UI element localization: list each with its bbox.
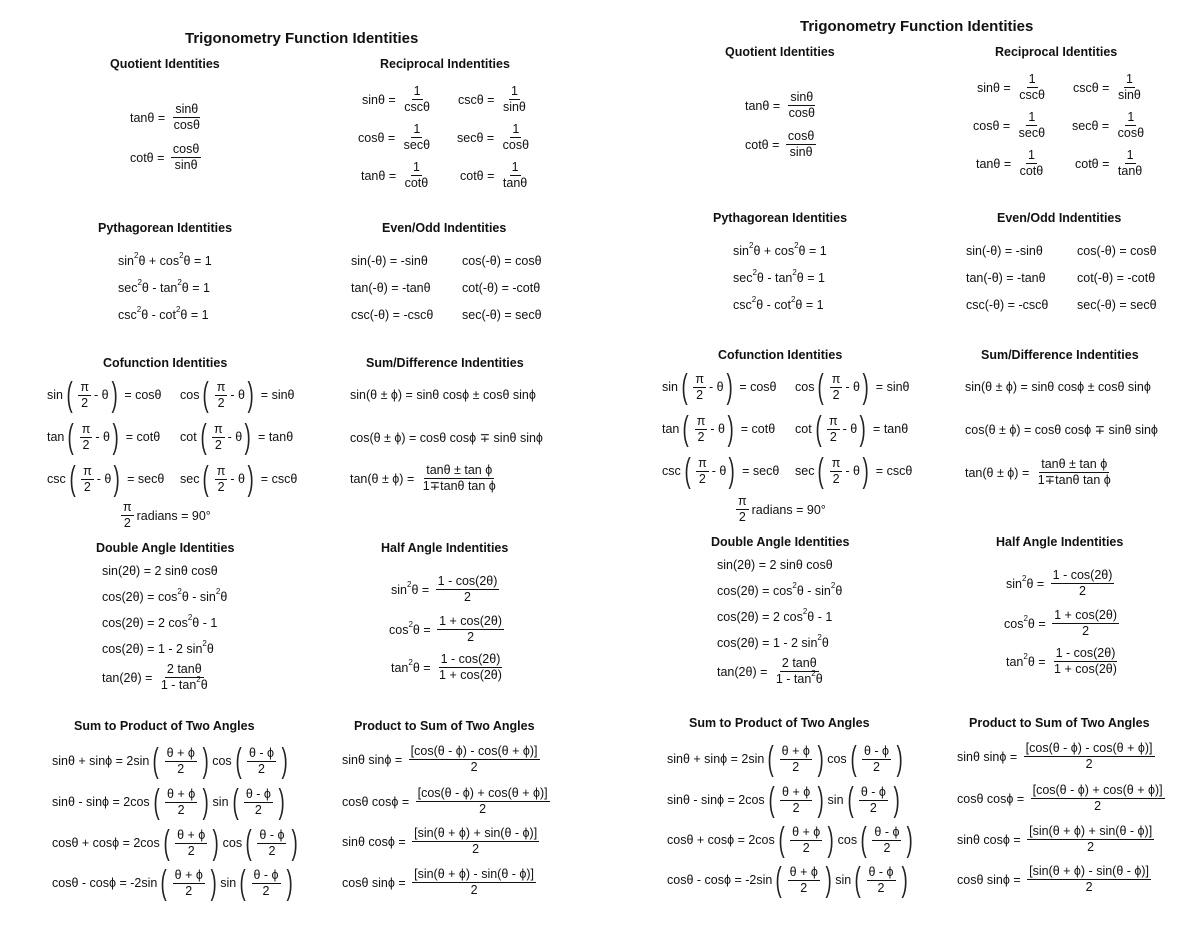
sumprod-identity: sinθ - sinϕ = 2cos ( θ + ϕ 2 ) sin ( θ - ϕ 2 ) [52,783,285,821]
double-identity: tan(2θ) = $\frac{2 \tan\theta}{1 - \tan^2\theta}$ [102,662,208,692]
sumprod-identity: sinθ + sinϕ = 2sin ( θ + ϕ 2 ) cos ( θ - ϕ 2 ) [667,740,903,778]
evenodd-identity: sin(-θ) = -sinθ [966,244,1043,258]
sumprod-identity: cosθ + cosϕ = 2cos ( θ + ϕ 2 ) cos ( θ - ϕ 2 ) [667,821,914,859]
reciprocal-identity: cotθ = $\frac{1}{\tan\theta}$ [460,160,528,190]
prodsum-heading: Product to Sum of Two Angles [969,716,1150,730]
sumdiff-identity: sin(θ ± ϕ) = sinθ cosϕ ± cosθ sinϕ [965,380,1151,394]
pythagorean-heading: Pythagorean Identities [713,211,848,225]
cofunction-identity: tan ( π 2 - θ ) = cotθ [662,410,776,448]
prodsum-identity: sinθ cosϕ = $\frac{[\sin(\theta + \phi) + \sin(\theta - \phi)]}{2}$ [957,824,1153,854]
reciprocal-identity: tanθ = $\frac{1}{\cot\theta}$ [976,148,1044,178]
half-identity: $\cos^2\theta$ = $\frac{1 + \cos(2\theta)}{2}$ [1004,608,1117,638]
pythagorean-identity: $\sec^2\theta - \tan^2\theta$ = 1 [733,268,825,285]
evenodd-identity: sec(-θ) = secθ [1077,298,1157,312]
prodsum-identity: sinθ sinϕ = $\frac{[\cos(\theta - \phi) - \cos(\theta + \phi)]}{2}$ [342,744,538,774]
prodsum-identity: cosθ sinϕ = $\frac{[\sin(\theta + \phi) - \sin(\theta - \phi)]}{2}$ [957,864,1150,894]
half-identity: $\tan^2\theta$ = $\frac{1 - \cos(2\theta)}{1 + \cos(2\theta)}$ [391,652,502,682]
sumdiff-identity: tan(θ ± ϕ) = $\frac{\text{tanθ ± tan ϕ}}{\text{1∓tanθ tan ϕ}}$ [965,457,1111,487]
quotient-identity: tanθ = $\frac{\sin\theta}{\cos\theta}$ [745,90,815,120]
radians-note: π 2 radians = 90° [123,500,211,530]
evenodd-identity: cos(-θ) = cosθ [462,254,542,268]
half-heading: Half Angle Indentities [996,535,1124,549]
evenodd-identity: cos(-θ) = cosθ [1077,244,1157,258]
sumprod-identity: cosθ - cosϕ = - 2sin ( θ + ϕ 2 ) sin ( θ - ϕ 2 ) [52,864,293,902]
pythagorean-identity: $\csc^2\theta - \cot^2\theta$ = 1 [118,305,209,322]
sumprod-identity: cosθ + cosϕ = 2cos ( θ + ϕ 2 ) cos ( θ - ϕ 2 ) [52,824,299,862]
evenodd-identity: csc(-θ) = -cscθ [351,308,434,322]
reciprocal-identity: secθ = $\frac{1}{\cos\theta}$ [1072,110,1145,140]
cofunction-identity: sin ( π 2 - θ ) = cosθ [662,368,777,406]
reciprocal-identity: tanθ = $\frac{1}{\cot\theta}$ [361,160,429,190]
evenodd-heading: Even/Odd Indentities [997,211,1122,225]
double-heading: Double Angle Identities [96,541,235,555]
double-identity: cos(2θ) = 1 - 2 $\sin^2\theta$ [102,639,214,656]
half-identity: $\sin^2\theta$ = $\frac{1 - \cos(2\theta)}{2}$ [391,574,498,604]
double-identity: tan(2θ) = $\frac{2 \tan\theta}{1 - \tan^2\theta}$ [717,656,823,686]
pythagorean-identity: $\sin^2\theta + \cos^2\theta$ = 1 [118,251,212,268]
sumdiff-identity: cos(θ ± ϕ) = cosθ cosϕ ∓ sinθ sinϕ [350,430,543,445]
half-identity: $\cos^2\theta$ = $\frac{1 + \cos(2\theta)}{2}$ [389,614,502,644]
sumdiff-identity: cos(θ ± ϕ) = cosθ cosϕ ∓ sinθ sinϕ [965,422,1158,437]
prodsum-identity: sinθ sinϕ = $\frac{[\cos(\theta - \phi) - \cos(\theta + \phi)]}{2}$ [957,741,1153,771]
reciprocal-heading: Reciprocal Indentities [380,57,510,71]
double-identity: cos(2θ) = $\cos^2\theta - \sin^2\theta$ [717,581,843,598]
double-identity: cos(2θ) = 2 $\cos^2\theta - 1$ [717,607,833,624]
evenodd-identity: csc(-θ) = -cscθ [966,298,1049,312]
quotient-heading: Quotient Identities [110,57,220,71]
cofunction-identity: cot ( π 2 - θ ) = tanθ [180,418,294,456]
double-heading: Double Angle Identities [711,535,850,549]
evenodd-heading: Even/Odd Indentities [382,221,507,235]
evenodd-identity: sin(-θ) = -sinθ [351,254,428,268]
pythagorean-identity: $\sec^2\theta - \tan^2\theta$ = 1 [118,278,210,295]
sheet-title: Trigonometry Function Identities [800,18,1034,35]
evenodd-identity: tan(-θ) = -tanθ [966,271,1046,285]
cofunction-identity: cos ( π 2 - θ ) = sinθ [180,376,295,414]
pythagorean-identity: $\sin^2\theta + \cos^2\theta$ = 1 [733,241,827,258]
sumprod-heading: Sum to Product of Two Angles [689,716,870,730]
cofunction-identity: sec ( π 2 - θ ) = cscθ [180,460,298,498]
quotient-heading: Quotient Identities [725,45,835,59]
cofunction-identity: csc ( π 2 - θ ) = secθ [662,452,780,490]
pythagorean-heading: Pythagorean Identities [98,221,233,235]
pythagorean-identity: $\csc^2\theta - \cot^2\theta$ = 1 [733,295,824,312]
prodsum-identity: cosθ cosϕ = $\frac{[\cos(\theta - \phi) + \cos(\theta + \phi)]}{2}$ [957,783,1163,813]
reciprocal-identity: cosθ = 1 secθ [973,110,1046,140]
quotient-identity: tanθ = $\frac{\sin\theta}{\cos\theta}$ [130,102,200,132]
double-identity: cos(2θ) = $\cos^2\theta - \sin^2\theta$ [102,587,228,604]
quotient-identity: cotθ = $\frac{\cos\theta}{\sin\theta}$ [745,129,815,159]
prodsum-identity: cosθ sinϕ = $\frac{[\sin(\theta + \phi) - \sin(\theta - \phi)]}{2}$ [342,867,535,897]
cofunction-identity: cos ( π 2 - θ ) = sinθ [795,368,910,406]
sumdiff-heading: Sum/Difference Indentities [981,348,1139,362]
cofunction-identity: sec ( π 2 - θ ) = cscθ [795,452,913,490]
half-heading: Half Angle Indentities [381,541,509,555]
sheet-title: Trigonometry Function Identities [185,30,419,47]
evenodd-identity: cot(-θ) = -cotθ [1077,271,1156,285]
double-identity: cos(2θ) = 1 - 2 $\sin^2\theta$ [717,633,829,650]
sumprod-identity: sinθ - sinϕ = 2cos ( θ + ϕ 2 ) sin ( θ - ϕ 2 ) [667,781,900,819]
cofunction-identity: csc ( π 2 - θ ) = secθ [47,460,165,498]
sumprod-heading: Sum to Product of Two Angles [74,719,255,733]
evenodd-identity: cot(-θ) = -cotθ [462,281,541,295]
cofunction-identity: tan ( π 2 - θ ) = cotθ [47,418,161,456]
cofunction-identity: cot ( π 2 - θ ) = tanθ [795,410,909,448]
half-identity: $\tan^2\theta$ = $\frac{1 - \cos(2\theta)}{1 + \cos(2\theta)}$ [1006,646,1117,676]
reciprocal-heading: Reciprocal Identities [995,45,1118,59]
sumdiff-heading: Sum/Difference Indentities [366,356,524,370]
sumdiff-identity: tan(θ ± ϕ) = $\frac{\text{tanθ ± tan ϕ}}{\text{1∓tanθ tan ϕ}}$ [350,463,496,493]
cofunction-heading: Cofunction Identities [103,356,228,370]
evenodd-identity: tan(-θ) = -tanθ [351,281,431,295]
reciprocal-identity: sinθ = 1 cscθ [362,84,430,114]
reciprocal-identity: cosθ = 1 secθ [358,122,431,152]
quotient-identity: cotθ = $\frac{\cos\theta}{\sin\theta}$ [130,142,200,172]
reciprocal-identity: sinθ = 1 cscθ [977,72,1045,102]
prodsum-identity: cosθ cosϕ = $\frac{[\cos(\theta - \phi) + \cos(\theta + \phi)]}{2}$ [342,786,548,816]
double-identity: cos(2θ) = 2 $\cos^2\theta - 1$ [102,613,218,630]
cofunction-identity: sin ( π 2 - θ ) = cosθ [47,376,162,414]
sumprod-identity: sinθ + sinϕ = 2sin ( θ + ϕ 2 ) cos ( θ - ϕ 2 ) [52,742,288,780]
cofunction-heading: Cofunction Identities [718,348,843,362]
reciprocal-identity: cscθ = $\frac{1}{\sin\theta}$ [1073,72,1141,102]
reciprocal-identity: secθ = $\frac{1}{\cos\theta}$ [457,122,530,152]
radians-note: π 2 radians = 90° [738,494,826,524]
sumprod-identity: cosθ - cosϕ = - 2sin ( θ + ϕ 2 ) sin ( θ - ϕ 2 ) [667,861,908,899]
reciprocal-identity: cotθ = $\frac{1}{\tan\theta}$ [1075,148,1143,178]
prodsum-heading: Product to Sum of Two Angles [354,719,535,733]
evenodd-identity: sec(-θ) = secθ [462,308,542,322]
double-identity: sin(2θ) = 2 sinθ cosθ [102,564,218,578]
prodsum-identity: sinθ cosϕ = $\frac{[\sin(\theta + \phi) + \sin(\theta - \phi)]}{2}$ [342,826,538,856]
double-identity: sin(2θ) = 2 sinθ cosθ [717,558,833,572]
sumdiff-identity: sin(θ ± ϕ) = sinθ cosϕ ± cosθ sinϕ [350,388,536,402]
reciprocal-identity: cscθ = $\frac{1}{\sin\theta}$ [458,84,526,114]
half-identity: $\sin^2\theta$ = $\frac{1 - \cos(2\theta)}{2}$ [1006,568,1113,598]
